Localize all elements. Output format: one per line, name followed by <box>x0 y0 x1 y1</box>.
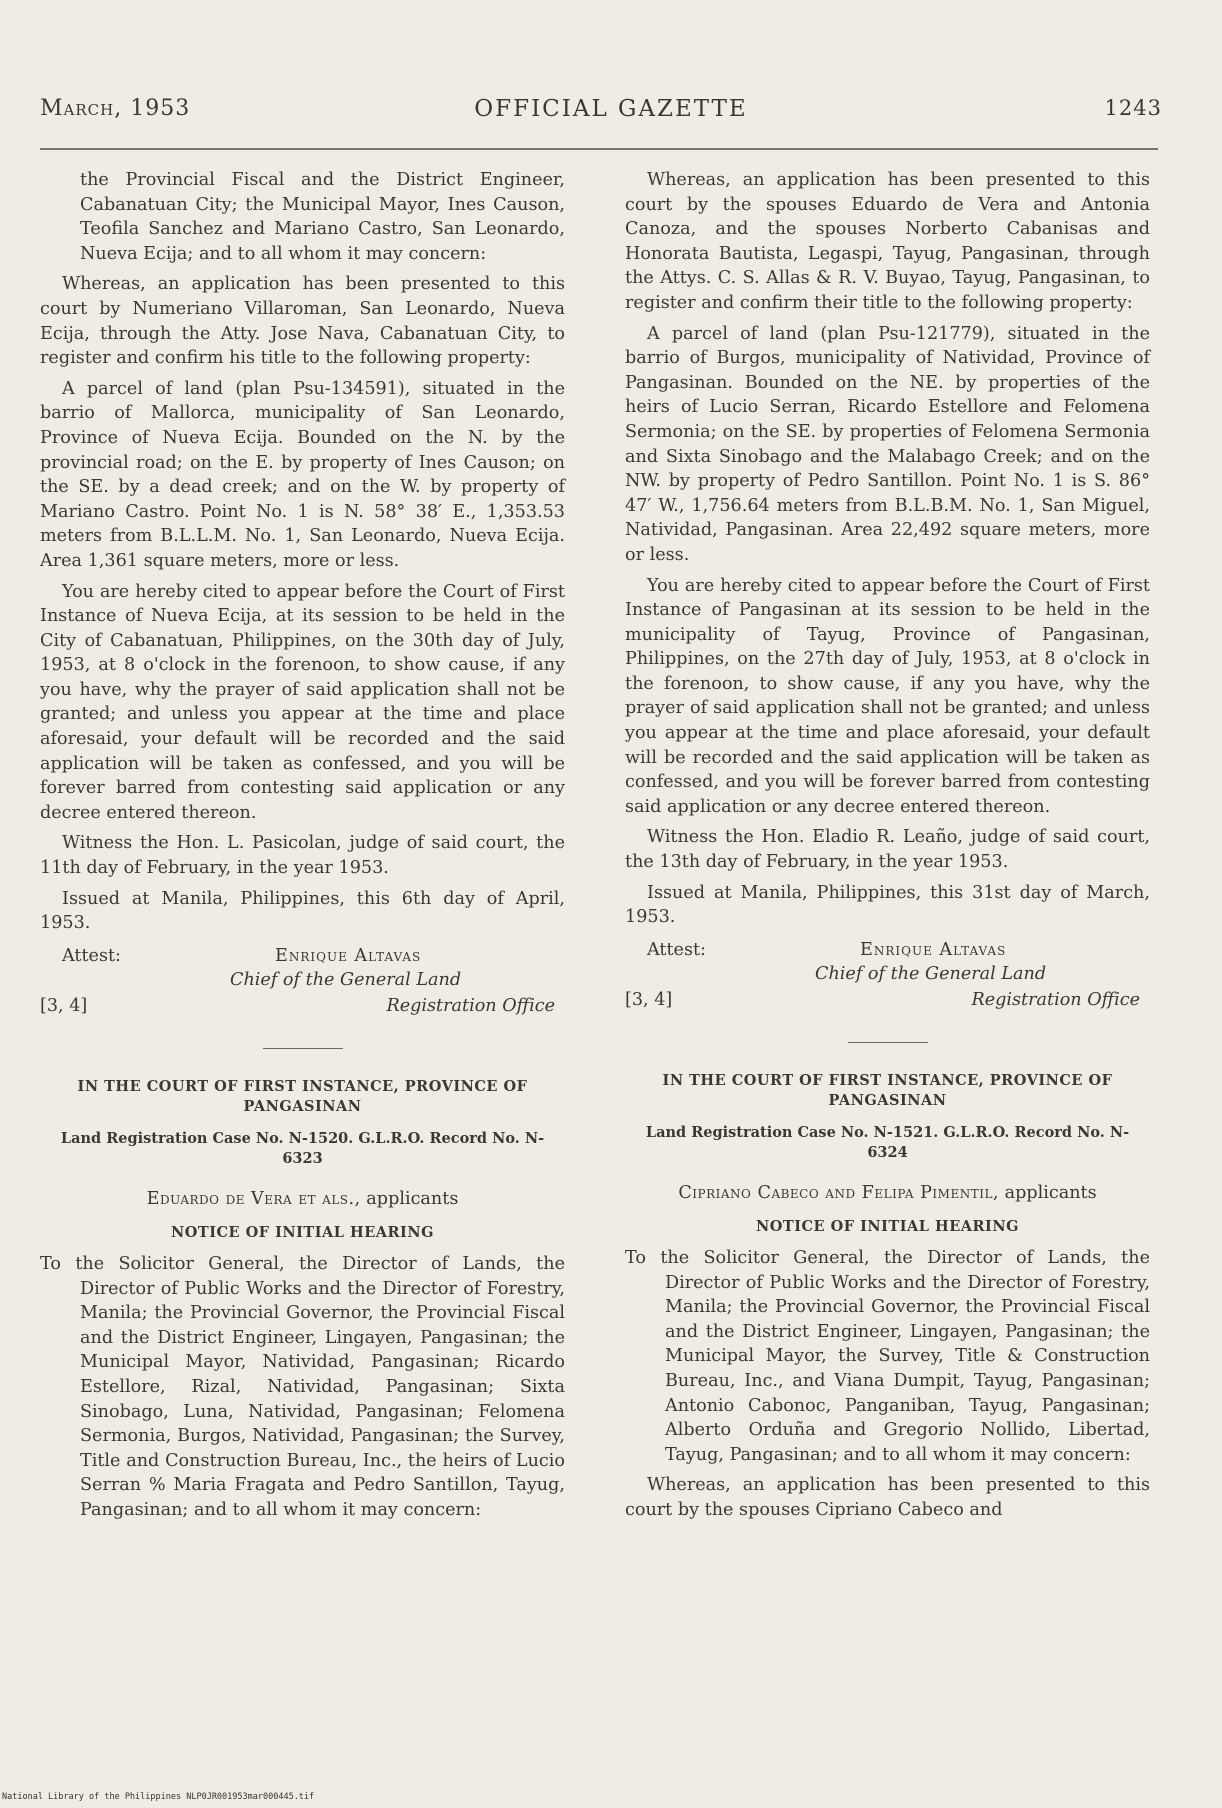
applicants-line <box>625 1181 1150 1206</box>
addressees: To the Solicitor General, the Director of Lands, the Director of Public Works and the Director of Forestry, Manila; the Provincial Governor, the Provincial Fiscal and the District Engineer, Lingayen, Pangasinan; the Municipal Mayor, the Survey, Title & Construction Bureau, Inc., and Viana Dumpit, Tayug, Pangasinan; Antonio Cabonoc, Panganiban, Tayug, Pangasinan; Alberto Orduña and Gregorio Nollido, Libertad, Tayug, Pangasinan; and to all whom it may concern: <box>625 1248 1150 1465</box>
section-divider <box>263 1048 343 1049</box>
addressees: To the Solicitor General, the Director of Lands, the Director of Public Works and the Director of Forestry, Manila; the Provincial Governor, the Provincial Fiscal and the District Engineer, Lingayen, Pangasinan; the Municipal Mayor, Natividad, Pangasinan; Ricardo Estellore, Rizal, Natividad, Pangasinan; Sixta Sinobago, Luna, Natividad, Pangasinan; Felomena Sermonia, Burgos, Natividad, Pangasinan; the Survey, Title and Construction Bureau, Inc., the heirs of Lucio Serran % Maria Fragata and Pedro Santillon, Tayug, Pangasinan; and to all whom it may concern: <box>40 1254 565 1520</box>
header-rule <box>40 148 1158 150</box>
attest-title-line1: Chief of the General Land <box>230 969 462 990</box>
paragraph: Witness the Hon. Eladio R. Leaño, judge of said court, the 13th day of February, in the year 1953. <box>625 827 1150 873</box>
notice-heading: NOTICE OF INITIAL HEARING <box>171 1224 434 1242</box>
left-column <box>40 168 565 1529</box>
applicant-names: Eduardo de Vera et als., <box>146 1188 361 1209</box>
paragraph: You are hereby cited to appear before the Court of First Instance of Pangasinan at its session to be held in the municipality of Tayug, Province of Pangasinan, Philippines, on the 27th day of July, 1953, at 8 o'clock in the forenoon, to show cause, if any you have, why the prayer of said application shall not be granted; and unless you appear at the time and place aforesaid, your default will be recorded and the said application will be taken as confessed, and you will be forever barred from contesting said application or any decree entered thereon. <box>625 575 1150 817</box>
attest-name: Enrique Altavas <box>860 939 1007 960</box>
paragraph: A parcel of land (plan Psu-134591), situated in the barrio of Mallorca, municipality of San Leonardo, Province of Nueva Ecija. Bounded on the N. by the provincial road; on the E. by property of Ines Causon; on the SE. by a dead creek; and on the W. by property of Mariano Castro. Point No. 1 is N. 58° 38′ E., 1,353.53 meters from B.L.L.M. No. 1, San Leonardo, Nueva Ecija. Area 1,361 square meters, more or less. <box>40 378 565 571</box>
paragraph: Whereas, an application has been presented to this court by the spouses Cipriano Cabeco and <box>625 1475 1150 1520</box>
court-caption: IN THE COURT OF FIRST INSTANCE, PROVINCE OF PANGASINAN <box>77 1077 528 1115</box>
paragraph: Whereas, an application has been presented to this court by the spouses Eduardo de Vera and Antonia Canoza, and the spouses Norberto Cabanisas and Honorata Bautista, Legaspi, Tayug, Pangasinan, through the Attys. C. S. Allas & R. V. Buyao, Tayug, Pangasinan, to register and confirm their title to the following property: <box>625 170 1150 313</box>
attestation-block <box>625 938 1150 1016</box>
attest-label: Attest: <box>647 939 706 960</box>
issue-reference: [3, 4] <box>40 995 88 1016</box>
applicant-names: Cipriano Cabeco and Felipa Pimentil, <box>678 1182 1000 1203</box>
paragraph: A parcel of land (plan Psu-121779), situated in the barrio of Burgos, municipality of Natividad, Province of Pangasinan. Bounded on the NE. by properties of the heirs of Lucio Serran, Ricardo Estellore and Felomena Sermonia; on the SE. by properties of Felomena Sermonia and Sixta Sinobago and the Malabago Creek; and on the NW. by property of Pedro Santillon. Point No. 1 is S. 86° 47′ W., 1,756.64 meters from B.L.B.M. No. 1, San Miguel, Natividad, Pangasinan. Area 22,492 square meters, more or less. <box>625 323 1150 565</box>
notice-heading: NOTICE OF INITIAL HEARING <box>756 1218 1019 1236</box>
case-number: Land Registration Case No. N-1520. G.L.R.O. Record No. N-6323 <box>60 1129 545 1167</box>
paragraph: You are hereby cited to appear before the Court of First Instance of Nueva Ecija, at its session to be held in the City of Cabanatuan, Philippines, on the 30th day of July, 1953, at 8 o'clock in the forenoon, to show cause, if any you have, why the prayer of said application shall not be granted; and unless you appear at the time and place aforesaid, your default will be recorded and the said application will be taken as confessed, and you will be forever barred from contesting said application or any decree entered thereon. <box>40 581 565 823</box>
paragraph: Issued at Manila, Philippines, this 6th day of April, 1953. <box>40 888 565 934</box>
applicants-role: applicants <box>360 1188 459 1209</box>
court-caption: IN THE COURT OF FIRST INSTANCE, PROVINCE OF PANGASINAN <box>662 1071 1113 1109</box>
header-title: OFFICIAL GAZETTE <box>474 96 748 122</box>
applicants-role: applicants <box>999 1182 1097 1203</box>
attest-title-line1: Chief of the General Land <box>815 963 1047 984</box>
right-column <box>625 168 1150 1529</box>
applicants-line <box>40 1187 565 1212</box>
paragraph: Issued at Manila, Philippines, this 31st day of March, 1953. <box>625 882 1150 928</box>
attest-title-line2: Registration Office <box>386 995 555 1016</box>
attest-label: Attest: <box>62 945 121 966</box>
attest-name: Enrique Altavas <box>275 945 422 966</box>
paragraph: Witness the Hon. L. Pasicolan, judge of said court, the 11th day of February, in the year 1953. <box>40 833 565 879</box>
issue-reference: [3, 4] <box>625 989 673 1010</box>
paragraph: the Provincial Fiscal and the District Engineer, Cabanatuan City; the Municipal Mayor, Ines Causon, Teofila Sanchez and Mariano Castro, San Leonardo, Nueva Ecija; and to all whom it may concern: <box>80 170 565 264</box>
header-page-number: 1243 <box>1104 96 1162 120</box>
attestation-block <box>40 944 565 1022</box>
case-number: Land Registration Case No. N-1521. G.L.R.O. Record No. N-6324 <box>645 1123 1130 1161</box>
header-date: March, 1953 <box>40 96 191 121</box>
paragraph: Whereas, an application has been presented to this court by Numeriano Villaroman, San Leonardo, Nueva Ecija, through the Atty. Jose Nava, Cabanatuan City, to register and confirm his title to the following property: <box>40 274 565 369</box>
attest-title-line2: Registration Office <box>971 989 1140 1010</box>
scan-footer: National Library of the Philippines NLP0JR001953mar000445.tif <box>2 1792 315 1802</box>
section-divider <box>848 1042 928 1043</box>
